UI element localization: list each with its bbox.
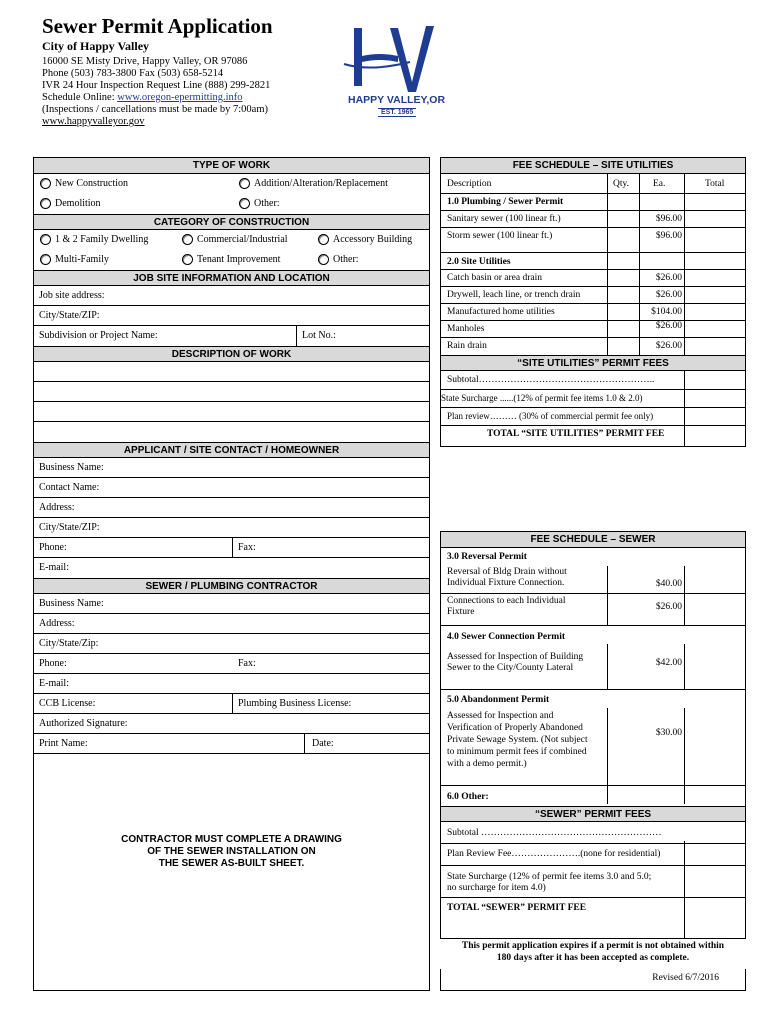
schedule-link[interactable]: www.oregon-epermitting.info: [117, 92, 243, 103]
job-site-heading: JOB SITE INFORMATION AND LOCATION: [34, 270, 429, 286]
sewer-plan-review-row: Plan Review Fee………………….(none for residential): [441, 844, 745, 866]
contractor-phone-field[interactable]: Phone:: [39, 658, 67, 669]
job-site-address-field[interactable]: Job site address:: [34, 286, 429, 306]
site-plan-review-row: Plan review……… (30% of commercial permit fee only): [441, 408, 745, 426]
drawing-note-line-3: THE SEWER AS-BUILT SHEET.: [158, 858, 305, 869]
website-link[interactable]: www.happyvalleyor.gov: [42, 116, 145, 127]
multi-family-option[interactable]: Multi-Family: [40, 254, 109, 265]
hv-logo-icon: [340, 22, 460, 122]
logo-est: EST. 1965: [378, 108, 416, 117]
site-surcharge-row: State Surcharge ......(12% of permit fee items 1.0 & 2.0): [441, 390, 745, 408]
section-6-row: 6.0 Other:: [447, 792, 489, 802]
revised-date: Revised 6/7/2016: [652, 973, 719, 983]
section-5-row: 5.0 Abandonment Permit: [447, 695, 550, 705]
manufactured-home-row: Manufactured home utilities $104.00: [441, 304, 745, 321]
radio-icon[interactable]: [40, 234, 51, 245]
demolition-option[interactable]: Demolition: [40, 198, 101, 209]
description-line-4[interactable]: [34, 422, 429, 442]
contractor-business-field[interactable]: Business Name:: [34, 594, 429, 614]
col-qty: Qty.: [613, 179, 630, 189]
radio-icon[interactable]: [318, 254, 329, 265]
drawing-note-line-2: OF THE SEWER INSTALLATION ON: [147, 846, 316, 857]
reversal-fee: $40.00: [655, 579, 682, 589]
storm-sewer-row: Storm sewer (100 linear ft.) $96.00: [441, 228, 745, 253]
applicant-phone-row: [34, 538, 429, 558]
inspections-note: (Inspections / cancellations must be made by 7:00am): [42, 104, 268, 115]
sanitary-sewer-fee: $96.00: [655, 214, 682, 224]
subdivision-row: [34, 326, 429, 346]
connections-row: Connections to each Individual Fixture $26.00: [441, 594, 745, 626]
applicant-fax-field[interactable]: Fax:: [238, 542, 256, 553]
abandonment-row: Assessed for Inspection and Verification of Properly Abandoned Private Sewage System. (Not subject to minimum permit fees if combined with a demo permit.) $30.00: [441, 708, 745, 786]
applicant-phone-field[interactable]: Phone:: [39, 542, 67, 553]
sewer-fee-table: [440, 531, 746, 939]
applicant-heading: APPLICANT / SITE CONTACT / HOMEOWNER: [34, 442, 429, 458]
sewer-connection-row: Assessed for Inspection of Building Sewer to the City/County Lateral $42.00: [441, 644, 745, 690]
catch-basin-fee: $26.00: [655, 273, 682, 283]
applicant-email-field[interactable]: E-mail:: [39, 562, 69, 573]
tenant-option[interactable]: Tenant Improvement: [182, 254, 280, 265]
reversal-row: Reversal of Bldg Drain without Individual Fixture Connection. $40.00: [441, 566, 745, 594]
sewer-surcharge-row: State Surcharge (12% of permit fee items 3.0 and 5.0; no surcharge for item 4.0): [441, 866, 745, 898]
manholes-row: Manholes $26.00: [441, 321, 745, 338]
accessory-option[interactable]: Accessory Building: [318, 234, 412, 245]
col-ea: Ea.: [653, 179, 666, 189]
schedule-online: Schedule Online: www.oregon-epermitting.info: [42, 92, 243, 103]
description-heading: DESCRIPTION OF WORK: [34, 346, 429, 362]
description-line-1[interactable]: [34, 362, 429, 382]
category-row-2: [34, 250, 429, 270]
job-site-city-field[interactable]: City/State/ZIP:: [34, 306, 429, 326]
license-row: [34, 694, 429, 714]
storm-sewer-fee: $96.00: [655, 231, 682, 241]
manufactured-home-fee: $104.00: [651, 307, 682, 317]
site-total-row: TOTAL “SITE UTILITIES” PERMIT FEE: [487, 429, 665, 439]
sewer-total-row: TOTAL “SEWER” PERMIT FEE: [447, 903, 587, 913]
print-name-field[interactable]: Print Name:: [39, 738, 88, 749]
radio-icon[interactable]: [40, 178, 51, 189]
site-utilities-heading: FEE SCHEDULE – SITE UTILITIES: [441, 158, 745, 174]
contractor-fax-field[interactable]: Fax:: [238, 658, 256, 669]
applicant-contact-field[interactable]: Contact Name:: [34, 478, 429, 498]
category-row-1: [34, 230, 429, 250]
radio-icon[interactable]: [182, 234, 193, 245]
manholes-fee: $26.00: [655, 321, 682, 331]
type-other-option[interactable]: Other:: [239, 198, 280, 209]
rain-drain-fee: $26.00: [655, 341, 682, 351]
connections-fee: $26.00: [655, 602, 682, 612]
sewer-fees-heading: “SEWER” PERMIT FEES: [441, 806, 745, 822]
type-row-2: [34, 194, 429, 214]
description-line-2[interactable]: [34, 382, 429, 402]
contractor-city-field[interactable]: City/State/Zip:: [34, 634, 429, 654]
expiration-line-1: This permit application expires if a permit is not obtained within: [461, 941, 725, 951]
applicant-business-field[interactable]: Business Name:: [34, 458, 429, 478]
ccb-license-field[interactable]: CCB License:: [39, 698, 96, 709]
radio-icon[interactable]: [40, 254, 51, 265]
category-other-option[interactable]: Other:: [318, 254, 359, 265]
print-name-row: [34, 734, 429, 754]
left-form: [33, 157, 430, 991]
page-title: Sewer Permit Application: [42, 14, 273, 38]
footer-box: [440, 969, 746, 991]
radio-icon[interactable]: [182, 254, 193, 265]
ivr-line: IVR 24 Hour Inspection Request Line (888) 299-2821: [42, 80, 271, 91]
drywell-row: Drywell, leach line, or trench drain $26.00: [441, 287, 745, 304]
radio-icon[interactable]: [318, 234, 329, 245]
section-4-row: 4.0 Sewer Connection Permit: [447, 632, 566, 642]
city-address: 16000 SE Misty Drive, Happy Valley, OR 97086: [42, 56, 248, 67]
happy-valley-logo: [340, 22, 460, 122]
city-name: City of Happy Valley: [42, 39, 150, 53]
sewer-heading: FEE SCHEDULE – SEWER: [441, 532, 745, 548]
site-subtotal-row: Subtotal………………………………………………..: [441, 371, 745, 390]
lot-field[interactable]: Lot No.:: [302, 330, 336, 341]
applicant-city-field[interactable]: City/State/ZIP:: [34, 518, 429, 538]
applicant-address-field[interactable]: Address:: [34, 498, 429, 518]
drywell-fee: $26.00: [655, 290, 682, 300]
section-3-row: 3.0 Reversal Permit: [447, 552, 527, 562]
logo-name: HAPPY VALLEY,OR: [348, 94, 446, 106]
date-field[interactable]: Date:: [312, 738, 334, 749]
drawing-note-line-1: CONTRACTOR MUST COMPLETE A DRAWING: [121, 834, 342, 845]
category-heading: CATEGORY OF CONSTRUCTION: [34, 214, 429, 230]
addition-option[interactable]: Addition/Alteration/Replacement: [239, 178, 388, 189]
contractor-heading: SEWER / PLUMBING CONTRACTOR: [34, 578, 429, 594]
site-utilities-header-row: [441, 174, 745, 194]
new-construction-option[interactable]: New Construction: [40, 178, 128, 189]
signature-field[interactable]: Authorized Signature:: [34, 714, 429, 734]
contractor-address-field[interactable]: Address:: [34, 614, 429, 634]
radio-icon[interactable]: [239, 178, 250, 189]
col-total: Total: [705, 179, 725, 189]
section-1-row: 1.0 Plumbing / Sewer Permit: [441, 194, 745, 211]
expiration-note: [440, 940, 746, 964]
plumbing-license-field[interactable]: Plumbing Business License:: [238, 698, 352, 709]
expiration-line-2: 180 days after it has been accepted as complete.: [496, 953, 690, 963]
drawing-note: [34, 754, 429, 974]
type-of-work-heading: TYPE OF WORK: [34, 158, 429, 174]
section-2-row: 2.0 Site Utilities: [441, 253, 745, 270]
col-description: Description: [447, 179, 492, 189]
description-line-3[interactable]: [34, 402, 429, 422]
type-row-1: [34, 174, 429, 194]
sewer-subtotal-row: Subtotal …………………………………………………: [441, 822, 745, 844]
rain-drain-row: Rain drain $26.00: [447, 341, 682, 351]
radio-icon[interactable]: [40, 198, 51, 209]
abandonment-fee: $30.00: [655, 728, 682, 738]
catch-basin-row: Catch basin or area drain $26.00: [441, 270, 745, 287]
contractor-phone-row: [34, 654, 429, 674]
sewer-connection-fee: $42.00: [655, 658, 682, 668]
sanitary-sewer-row: Sanitary sewer (100 linear ft.) $96.00: [441, 211, 745, 228]
subdivision-field[interactable]: Subdivision or Project Name:: [39, 330, 158, 341]
site-utilities-table: [440, 157, 746, 447]
site-utilities-fees-heading: “SITE UTILITIES” PERMIT FEES: [441, 355, 745, 371]
contractor-email-field[interactable]: E-mail:: [34, 674, 429, 694]
radio-icon[interactable]: [239, 198, 250, 209]
family-dwelling-option[interactable]: 1 & 2 Family Dwelling: [40, 234, 148, 245]
commercial-option[interactable]: Commercial/Industrial: [182, 234, 288, 245]
phone-fax: Phone (503) 783-3800 Fax (503) 658-5214: [42, 68, 224, 79]
